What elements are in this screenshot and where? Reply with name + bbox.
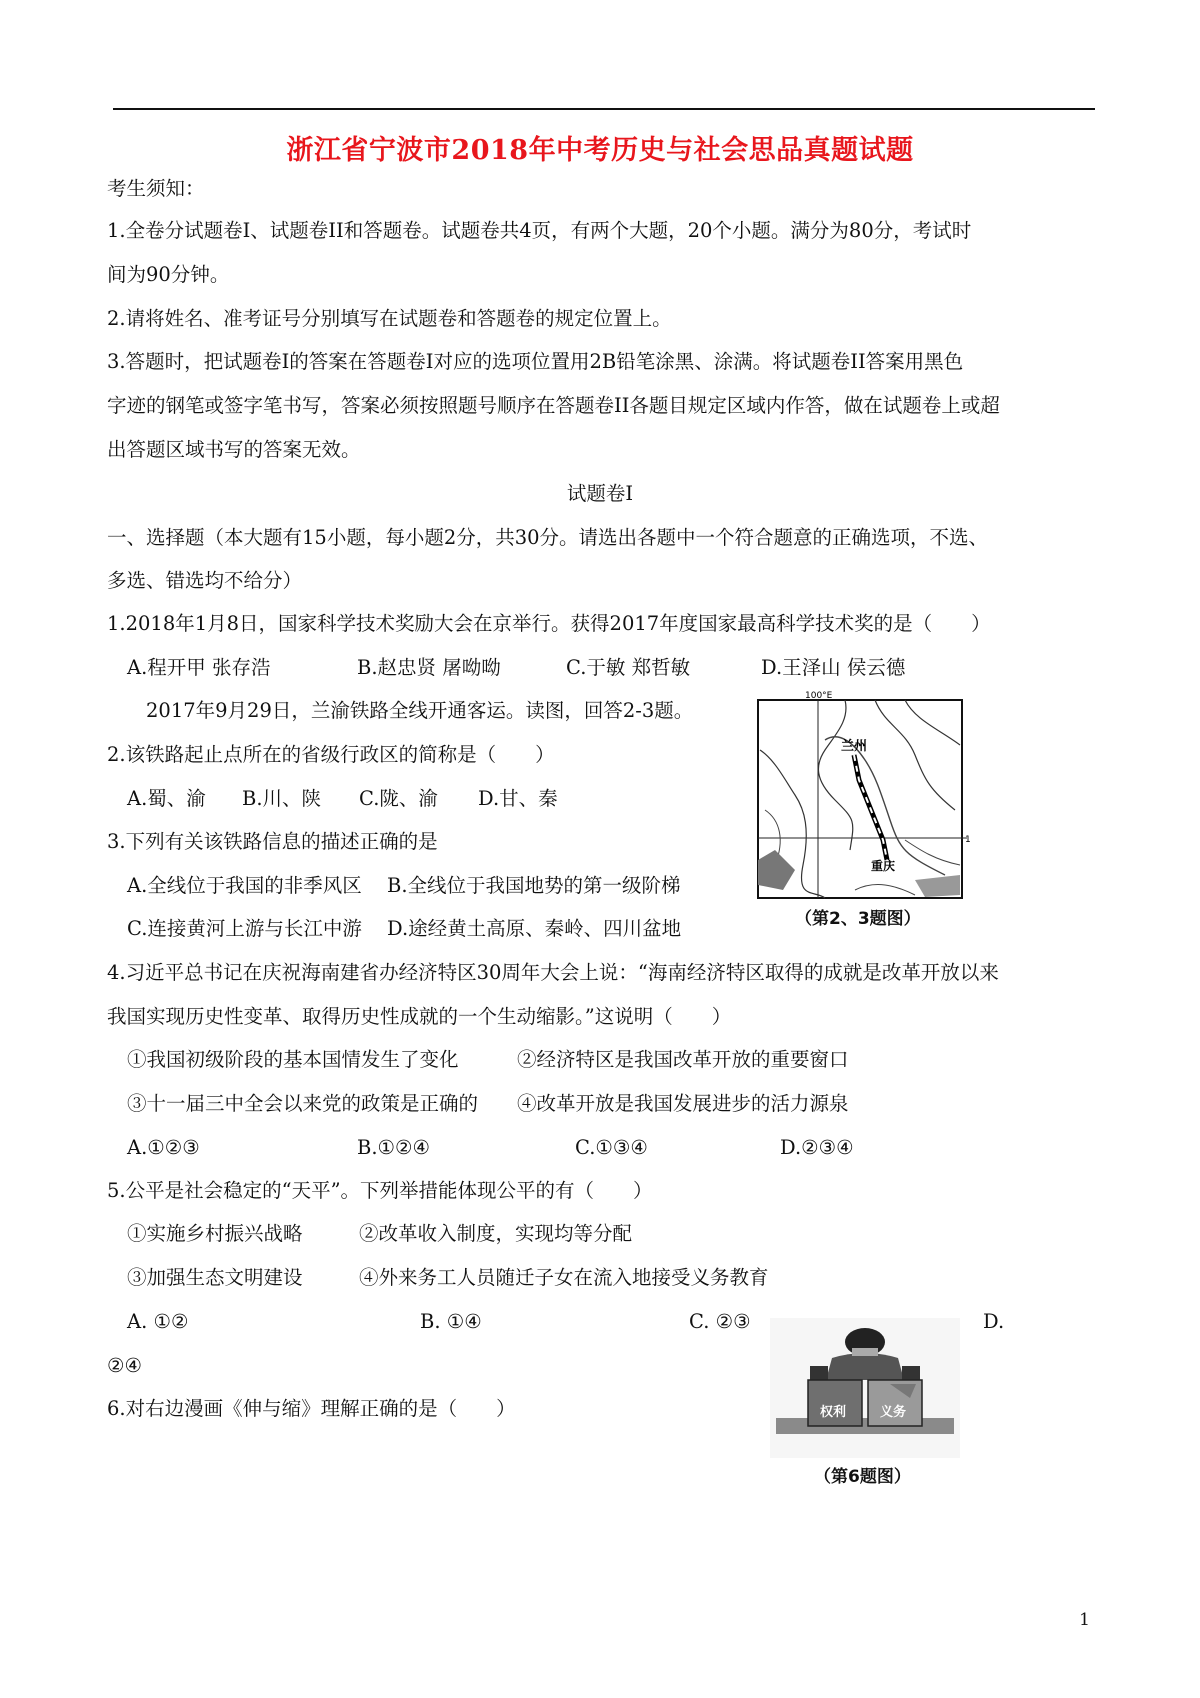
q4-option-d: D.②③④ xyxy=(780,1136,854,1159)
page-title: 浙江省宁波市2018年中考历史与社会思品真题试题 xyxy=(286,135,914,166)
railway-map xyxy=(755,690,975,930)
q2-stem: 2.该铁路起止点所在的省级行政区的简称是（ ） xyxy=(107,743,555,766)
q5-stem: 5.公平是社会稳定的“天平”。下列举措能体现公平的有（ ） xyxy=(107,1179,653,1202)
q4-stem: 4.习近平总书记在庆祝海南建省办经济特区30周年大会上说：“海南经济特区取得的成就是改革开放以来 xyxy=(107,961,999,984)
notice-heading: 考生须知： xyxy=(107,177,205,200)
section-title: 试题卷I xyxy=(566,482,634,505)
q5-statement-3: ③加强生态文明建设 xyxy=(127,1266,303,1289)
q4-stem-cont: 我国实现历史性变革、取得历史性成就的一个生动缩影。”这说明（ ） xyxy=(107,1005,732,1028)
q2-option-b: B.川、陕 xyxy=(242,787,322,810)
map-caption: （第2、3题图） xyxy=(795,909,921,929)
notice-item-1: 1.全卷分试题卷I、试题卷II和答题卷。试题卷共4页，有两个大题，20个小题。满分为80分，考试时 xyxy=(107,219,972,242)
q5-statement-1: ①实施乡村振兴战略 xyxy=(127,1222,303,1245)
q2-option-d: D.甘、秦 xyxy=(478,787,558,810)
q4-statement-1: ①我国初级阶段的基本国情发生了变化 xyxy=(127,1048,459,1071)
page-number: 1 xyxy=(1079,1610,1090,1630)
q3-option-d: D.途经黄土高原、秦岭、四川盆地 xyxy=(387,917,682,940)
q5-option-a: A. ①② xyxy=(127,1310,189,1333)
notice-item-3: 3.答题时，把试题卷I的答案在答题卷I对应的选项位置用2B铅笔涂黑、涂满。将试题卷II答案用黑色 xyxy=(107,350,964,373)
q1-stem: 1.2018年1月8日，国家科学技术奖励大会在京举行。获得2017年度国家最高科学技术奖的是（ ） xyxy=(107,612,991,635)
q6-stem: 6.对右边漫画《伸与缩》理解正确的是（ ） xyxy=(107,1397,516,1420)
q1-option-a: A.程开甲 张存浩 xyxy=(127,656,271,679)
q4-statement-4: ④改革开放是我国发展进步的活力源泉 xyxy=(517,1092,849,1115)
section-intro-cont: 多选、错选均不给分） xyxy=(107,569,303,592)
section-intro: 一、选择题（本大题有15小题，每小题2分，共30分。请选出各题中一个符合题意的正确选项，不选、 xyxy=(107,526,989,549)
q3-stem: 3.下列有关该铁路信息的描述正确的是 xyxy=(107,830,438,853)
q2-option-a: A.蜀、渝 xyxy=(127,787,206,810)
notice-item-3-cont1: 字迹的钢笔或签字笔书写，答案必须按照题号顺序在答题卷II各题目规定区域内作答，做在试题卷上或超 xyxy=(107,394,1000,417)
q5-statement-4: ④外来务工人员随迁子女在流入地接受义务教育 xyxy=(359,1266,769,1289)
q4-statement-2: ②经济特区是我国改革开放的重要窗口 xyxy=(517,1048,849,1071)
q5-option-b: B. ①④ xyxy=(420,1310,482,1333)
q5-statement-2: ②改革收入制度，实现均等分配 xyxy=(359,1222,633,1245)
q5-option-d: D. xyxy=(983,1310,1005,1333)
q4-option-b: B.①②④ xyxy=(357,1136,430,1159)
q1-option-d: D.王泽山 侯云德 xyxy=(761,656,906,679)
map-lon-label: 100°E xyxy=(805,691,833,701)
map-city-chongqing: 重庆 xyxy=(871,859,896,873)
cartoon-label-duties: 义务 xyxy=(880,1405,907,1420)
q3-option-a: A.全线位于我国的非季风区 xyxy=(127,874,362,897)
q23-intro: 2017年9月29日，兰渝铁路全线开通客运。读图，回答2-3题。 xyxy=(146,699,694,722)
q4-option-a: A.①②③ xyxy=(127,1136,200,1159)
cartoon-image xyxy=(770,1318,960,1458)
q5-option-d-cont: ②④ xyxy=(107,1354,142,1377)
map-edge-mark: 1 xyxy=(965,835,971,845)
q3-option-c: C.连接黄河上游与长江中游 xyxy=(127,917,362,940)
notice-item-3-cont2: 出答题区域书写的答案无效。 xyxy=(107,438,361,461)
q4-option-c: C.①③④ xyxy=(575,1136,648,1159)
cartoon-caption: （第6题图） xyxy=(814,1467,911,1487)
notice-item-1-cont: 间为90分钟。 xyxy=(107,263,230,286)
q4-statement-3: ③十一届三中全会以来党的政策是正确的 xyxy=(127,1092,479,1115)
notice-item-2: 2.请将姓名、准考证号分别填写在试题卷和答题卷的规定位置上。 xyxy=(107,307,672,330)
cartoon-label-rights: 权利 xyxy=(820,1405,847,1420)
map-city-lanzhou: 兰州 xyxy=(841,739,868,754)
q2-option-c: C.陇、渝 xyxy=(359,787,438,810)
q3-option-b: B.全线位于我国地势的第一级阶梯 xyxy=(387,874,681,897)
top-rule xyxy=(113,108,1095,110)
q1-option-b: B.赵忠贤 屠呦呦 xyxy=(357,656,501,679)
q5-option-c: C. ②③ xyxy=(689,1310,751,1333)
q1-option-c: C.于敏 郑哲敏 xyxy=(566,656,691,679)
